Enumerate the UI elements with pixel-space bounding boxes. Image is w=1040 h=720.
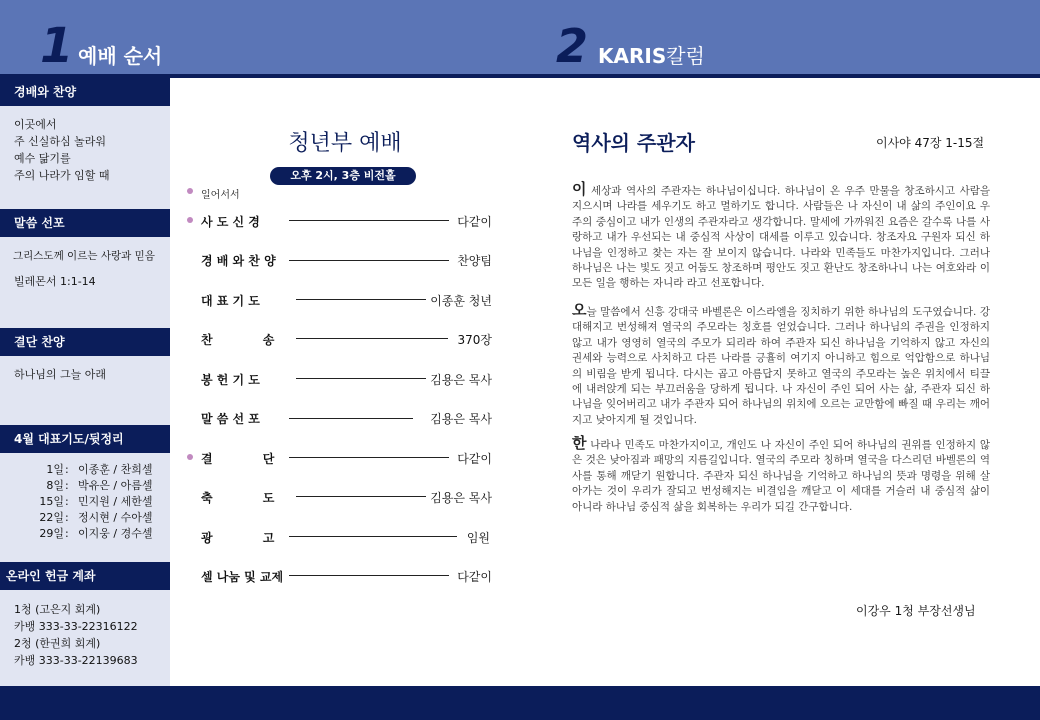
closing-song: 하나님의 그늘 아래 — [14, 368, 107, 381]
section-2-title — [598, 40, 705, 69]
leader-line — [296, 378, 426, 379]
order-item-value: 김용은 목사 — [430, 412, 492, 426]
leader-line — [289, 418, 413, 419]
offering-accounts — [14, 601, 138, 669]
leader-line — [289, 220, 449, 221]
order-item-label: 대 표 기 도 — [201, 294, 260, 308]
offering-line: 2청 (한권희 회계) — [14, 637, 101, 650]
prayer-sep: : — [65, 479, 69, 492]
column-paragraph-3 — [572, 436, 990, 515]
offering-line: 카뱅 333-33-22316122 — [14, 620, 138, 633]
order-item-label: 경 배 와 찬 양 — [201, 254, 276, 268]
paragraph-text: 세상과 역사의 주관자는 하나님이십니다. 하나님이 온 우주 만물을 창조하시고 사람을 지으시며 나라를 세우기도 하고 멸하기도 합니다. 사람들은 나 자신이 내 삶의 주인이요 우주의 중심이고 내가 인생의 주관자라고 생각합니다. 말세에 가까워진 요즘은 갈수록 나를 사랑하고 내가 우선되는 내 중심적 사상이 대세를 이루고 있습니다. 창조자요 구원자 되신 하나님을 인정하고 찾는 자는 잘 보이지 않습니다. 나라와 민족들도 마찬가지입니다. 그러나 하나님은 나는 빛도 짓고 어둠도 창조하며 평안도 짓고 환난도 창조하나니 나는 여호와라 이 모든 일을 행하는 자니라 라고 선포합니다. — [572, 185, 990, 290]
order-item-value: 임원 — [466, 531, 490, 545]
order-item-value: 김용은 목사 — [430, 373, 492, 387]
column-author: 이강우 1청 부장선생님 — [856, 604, 976, 618]
prayer-names: 박유은 / 아름셀 — [78, 479, 153, 492]
leader-line — [296, 299, 426, 300]
paragraph-text: 늘 말씀에서 신흥 강대국 바벨론은 이스라엘을 징치하기 위한 하나님의 도구였습니다. 강대해지고 번성해져 열국의 주모라는 칭호를 얻었습니다. 그러나 하나님의 주권을 인정하지 않고 내가 영영히 열국의 주모가 되리라 하여 주관자 되신 하나님을 기억하지 않고 자신의 권세와 능력으로 사치하고 다른 나라를 긍휼히 여기지 아니하고 힘으로 억압함으로 하나님의 비림을 받게 됩니다. 다시는 곱고 아름답지 못하고 열국의 주모라는 높은 위치에서 티끌에 내려앉게 되는 부끄러움을 당하게 됩니다. 나 자신이 주인 되어 사는 삶, 주관자 되신 하나님을 잊어버리고 내가 주관자 되어 하나님의 위치에 오르는 교만함에 빠질 때 우리는 깨어지고 낮아지게 될 것입니다. — [572, 306, 990, 426]
order-item-label: 광 고 — [201, 531, 275, 545]
leader-line — [289, 536, 457, 537]
order-item-label: 셀 나눔 및 교제 — [201, 570, 284, 584]
worship-time-badge: 오후 2시, 3층 비전홀 — [270, 167, 416, 185]
prayer-sep: : — [65, 495, 69, 508]
prayer-day: 22일 — [39, 511, 64, 524]
scripture-reference: 이사야 47장 1-15절 — [876, 136, 985, 150]
drop-cap: 한 — [572, 434, 587, 452]
order-item-label: 봉 헌 기 도 — [201, 373, 260, 387]
drop-cap: 오 — [572, 301, 587, 319]
prayer-names: 민지원 / 세한셀 — [78, 495, 153, 508]
closing-song-heading: 결단 찬양 — [0, 328, 170, 356]
order-item-label: 사 도 신 경 — [201, 215, 260, 229]
prayer-day: 15일 — [39, 495, 64, 508]
praise-song-list — [14, 116, 110, 184]
paragraph-text: 나라나 민족도 마찬가지이고, 개인도 나 자신이 주인 되어 하나님의 권위를 인정하지 않은 것은 낮아짐과 패망의 지름길입니다. 열국의 주모라 칭하며 열국을 다스리던 바벨론의 역사를 통해 깨닫기 원합니다. 주관자 되신 하나님을 기억하고 하나님의 뜻과 명령을 위해 살아가는 것이 우리가 잘되고 번성해지는 비결임을 깨닫고 이 세대를 거슬러 내 중심적 삶이 아니라 하나님 중심적 삶을 회복하는 우리가 되길 간구합니다. — [572, 439, 990, 513]
karis-brand: KARIS — [598, 44, 667, 68]
leader-line — [289, 457, 449, 458]
section-1-number: 1 — [40, 18, 74, 74]
order-item-value: 다같이 — [457, 215, 492, 229]
standing-dot-legend — [187, 188, 193, 194]
praise-song: 주의 나라가 임할 때 — [14, 169, 110, 182]
leader-line — [296, 338, 448, 339]
section-2-title-suffix: 칼럼 — [666, 44, 705, 68]
prayer-sep: : — [65, 527, 69, 540]
praise-song: 이곳에서 — [14, 118, 57, 131]
praise-song: 주 신실하심 놀라워 — [14, 135, 107, 148]
leader-line — [296, 496, 426, 497]
praise-song: 예수 닮기를 — [14, 152, 71, 165]
prayer-names: 이종훈 / 찬희셀 — [78, 463, 153, 476]
footer-bar — [0, 686, 1040, 720]
column-paragraph-1 — [572, 182, 990, 292]
order-item-value: 김용은 목사 — [430, 491, 492, 505]
sermon-reference: 빌레몬서 1:1-14 — [14, 275, 96, 288]
offering-line: 카뱅 333-33-22139683 — [14, 654, 138, 667]
standing-dot — [187, 454, 193, 460]
prayer-sep: : — [65, 463, 69, 476]
prayer-day: 8일 — [46, 479, 64, 492]
prayer-day: 29일 — [39, 527, 64, 540]
offering-line: 1청 (고은지 회계) — [14, 603, 101, 616]
standing-note: 일어서서 — [201, 190, 240, 201]
praise-heading: 경배와 찬양 — [0, 78, 170, 106]
section-1-title: 예배 순서 — [78, 44, 163, 68]
offering-heading: 온라인 헌금 계좌 — [0, 562, 170, 590]
prayer-sep: : — [65, 511, 69, 524]
section-2-number: 2 — [556, 19, 589, 73]
order-item-label: 찬 송 — [201, 333, 275, 347]
prayer-names: 이지웅 / 경수셀 — [78, 527, 153, 540]
column-paragraph-2 — [572, 303, 990, 428]
leader-line — [289, 575, 449, 576]
prayer-day: 1일 — [46, 463, 64, 476]
standing-dot — [187, 217, 193, 223]
leader-line — [289, 260, 449, 261]
order-item-value: 찬양팀 — [457, 254, 492, 268]
order-item-label: 말 씀 선 포 — [201, 412, 260, 426]
prayer-heading: 4월 대표기도/뒷정리 — [0, 425, 170, 453]
order-item-value: 370장 — [457, 333, 492, 347]
column-title: 역사의 주관자 — [572, 131, 695, 155]
prayer-names: 정시현 / 수아셀 — [78, 511, 153, 524]
sermon-title: 그리스도께 이르는 사랑과 믿음 — [13, 250, 155, 262]
order-item-label: 축 도 — [201, 491, 275, 505]
sermon-heading: 말씀 선포 — [0, 209, 170, 237]
worship-title: 청년부 예배 — [288, 131, 402, 156]
order-item-label: 결 단 — [201, 452, 275, 466]
order-item-value: 다같이 — [457, 570, 492, 584]
drop-cap: 이 — [572, 180, 587, 198]
order-item-value: 이종훈 청년 — [430, 294, 492, 308]
order-item-value: 다같이 — [457, 452, 492, 466]
